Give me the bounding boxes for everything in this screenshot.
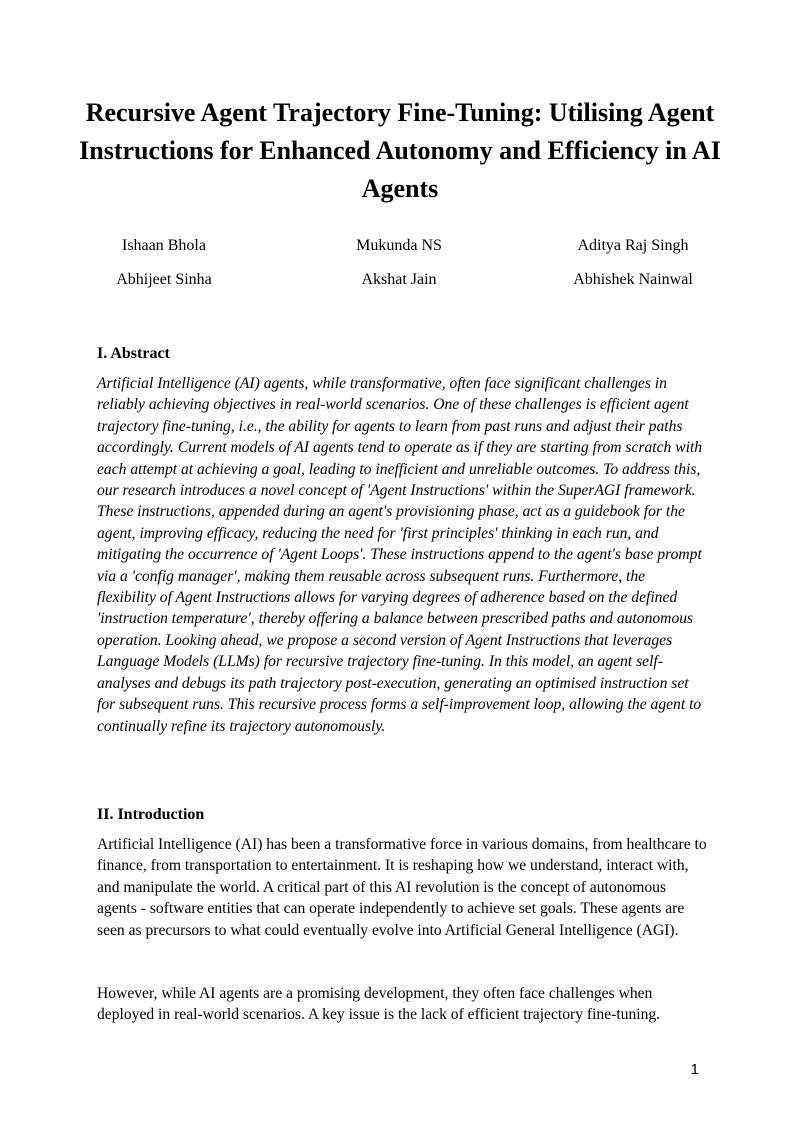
author-name: Akshat Jain <box>361 271 437 288</box>
author-list <box>0 236 800 296</box>
author-name: Ishaan Bhola <box>122 237 206 254</box>
page-number: 1 <box>690 1061 699 1078</box>
author-name: Mukunda NS <box>356 237 442 254</box>
abstract-heading: I. Abstract <box>97 345 170 362</box>
introduction-paragraph: Artificial Intelligence (AI) has been a transformative force in various domains, from healthcare to finance, from transportation to entertainment. It is reshaping how we understand, interact with, and manipulate the world. A critical part of this AI revolution is the concept of autonomous agents - software entities that can operate independently to achieve set goals. These agents are seen as precursors to what could eventually evolve into Artificial General Intelligence (AGI). <box>97 836 707 939</box>
paper-title: Recursive Agent Trajectory Fine-Tuning: Utilising Agent Instructions for Enhanced Autonomy and Efficiency in AI Agents <box>79 98 721 203</box>
abstract-body: Artificial Intelligence (AI) agents, while transformative, often face significant challenges in reliably achieving objectives in real-world scenarios. One of these challenges is efficient agent trajectory fine-tuning, i.e., the ability for agents to learn from past runs and adjust their paths accordingly. Current models of AI agents tend to operate as if they are starting from scratch with each attempt at achieving a goal, leading to inefficient and unreliable outcomes. To address this, our research introduces a novel concept of 'Agent Instructions' within the SuperAGI framework. These instructions, appended during an agent's provisioning phase, act as a guidebook for the agent, improving efficacy, reducing the need for 'first principles' thinking in each run, and mitigating the occurrence of 'Agent Loops'. These instructions append to the agent's base prompt via a 'config manager', making them reusable across subsequent runs. Furthermore, the flexibility of Agent Instructions allows for varying degrees of adherence based on the defined 'instruction temperature', thereby offering a balance between prescribed paths and autonomous operation. Looking ahead, we propose a second version of Agent Instructions that leverages Language Models (LLMs) for recursive trajectory fine-tuning. In this model, an agent self-analyses and debugs its path trajectory post-execution, generating an optimised instruction set for subsequent runs. This recursive process forms a self-improvement loop, allowing the agent to continually refine its trajectory autonomously. <box>97 375 703 735</box>
author-name: Aditya Raj Singh <box>577 237 689 254</box>
introduction-paragraph: However, while AI agents are a promising development, they often face challenges when deployed in real-world scenarios. A key issue is the lack of efficient trajectory fine-tuning. <box>97 985 661 1024</box>
author-name: Abhijeet Sinha <box>116 271 212 288</box>
introduction-heading: II. Introduction <box>97 806 205 823</box>
author-name: Abhishek Nainwal <box>573 271 693 288</box>
